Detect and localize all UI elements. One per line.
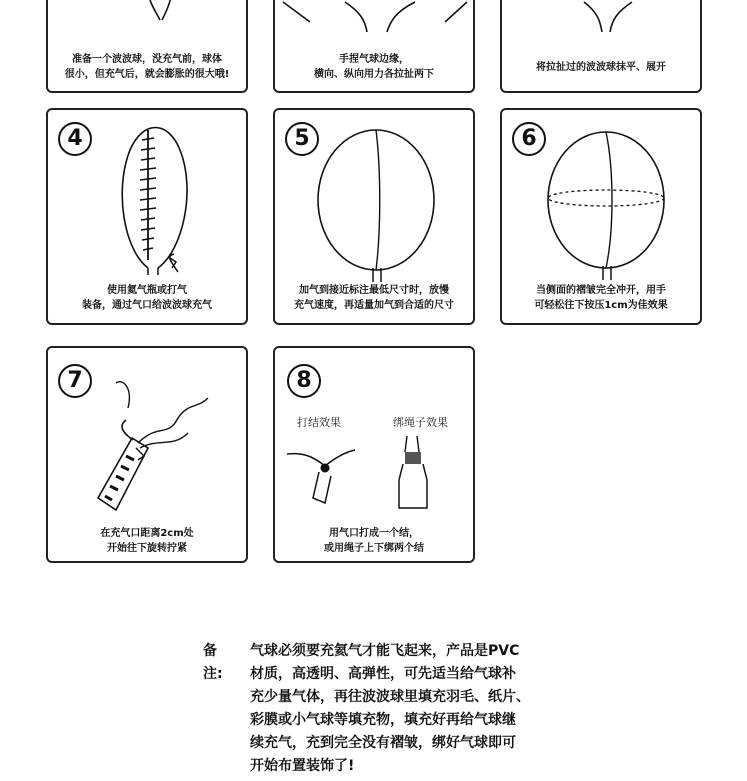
step-number: 7 [58, 364, 92, 398]
step-panel-6 [500, 108, 702, 325]
knot-effect-label: 打结效果 [297, 416, 341, 429]
note-line: 充少量气体，再往波波球里填充羽毛、纸片、 [250, 689, 530, 705]
step-panel-3 [500, 0, 702, 93]
note-body [250, 640, 580, 778]
step-caption: 当侧面的褶皱完全冲开，用手 可轻松往下按压1cm为佳效果 [534, 285, 668, 311]
step-panel-2 [273, 0, 475, 93]
step-caption: 手捏气球边缘， 横向、纵向用力各拉扯两下 [314, 54, 434, 80]
rope-effect-label: 绑绳子效果 [393, 416, 448, 429]
note-label: 备注: [203, 643, 223, 682]
step-number: 6 [512, 122, 546, 156]
note-line: 开始布置装饰了! [250, 758, 355, 774]
step-panel-5 [273, 108, 475, 325]
step-caption: 使用氦气瓶或打气 装备，通过气口给波波球充气 [82, 285, 212, 311]
note-line: 续充气，充到完全没有褶皱，绑好气球即可 [250, 735, 516, 751]
note-line: 彩膜或小气球等填充物，填充好再给气球继 [250, 712, 516, 728]
note-line: 气球必须要充氦气才能飞起来，产品是PVC [250, 643, 520, 659]
step-number: 5 [285, 122, 319, 156]
note-line: 材质，高透明、高弹性，可先适当给气球补 [250, 666, 516, 682]
step-number: 4 [58, 122, 92, 156]
step-caption: 将拉扯过的波波球抹平、展开 [536, 62, 666, 73]
step-caption: 在充气口距离2cm处 开始往下旋转拧紧 [100, 528, 194, 554]
step-panel-8 [273, 346, 475, 563]
step-panel-1 [46, 0, 248, 93]
step-caption: 用气口打成一个结， 或用绳子上下绑两个结 [324, 528, 424, 554]
step-number: 8 [287, 364, 321, 398]
step-panel-7 [46, 346, 248, 563]
step-caption: 准备一个波波球，没充气前，球体 很小，但充气后，就会膨胀的很大哦! [64, 54, 230, 80]
step-panel-4 [46, 108, 248, 325]
step-caption: 加气到接近标注最低尺寸时，放慢 充气速度，再适量加气到合适的尺寸 [294, 285, 454, 311]
flatten-balloon-illustration [502, 0, 704, 95]
